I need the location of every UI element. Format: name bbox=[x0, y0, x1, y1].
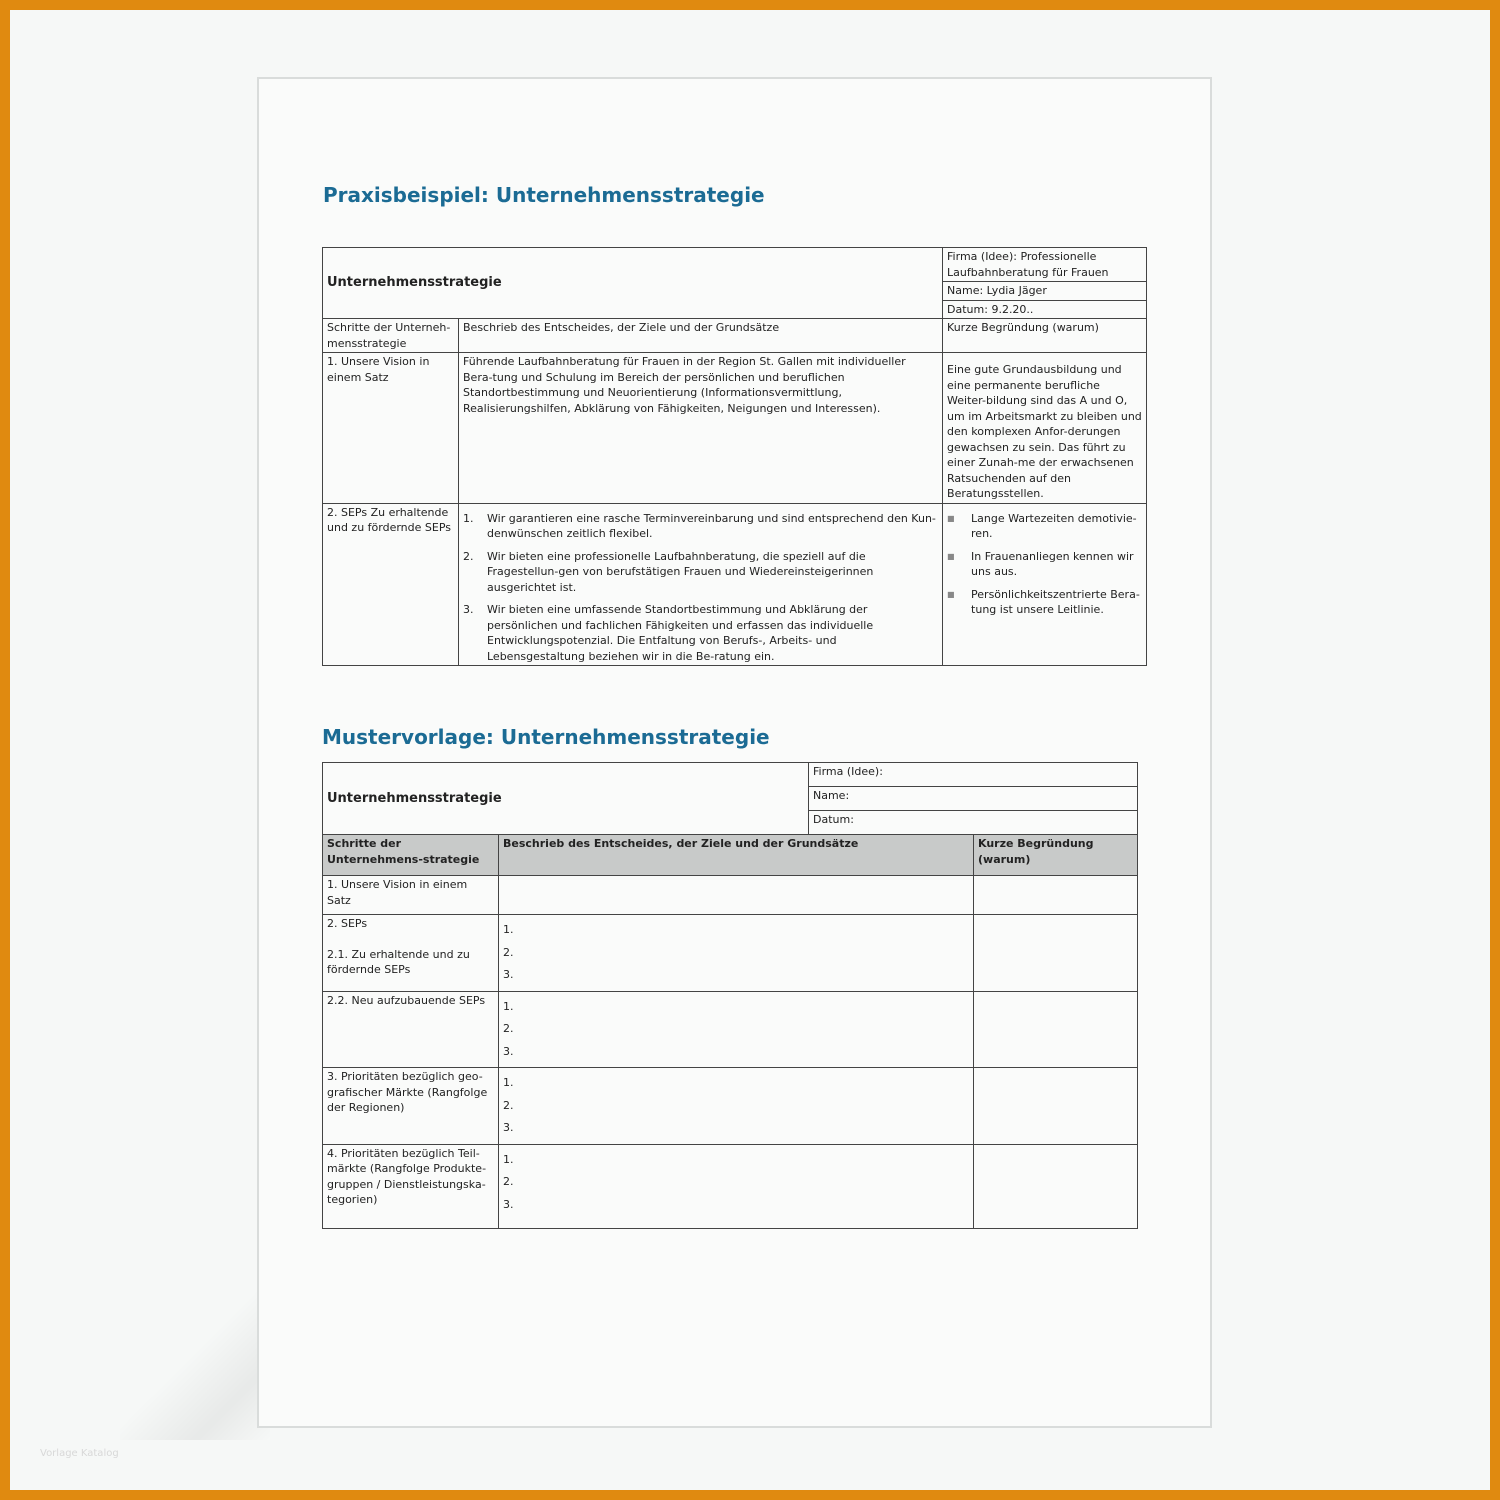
section1-heading: Praxisbeispiel: Unternehmensstrategie bbox=[323, 183, 765, 207]
example-datum: Datum: 9.2.20.. bbox=[943, 300, 1147, 319]
template-neu-reason-input[interactable] bbox=[974, 991, 1138, 1068]
template-seps-input[interactable]: 1. 2. 3. bbox=[499, 915, 974, 992]
example-header-description: Beschrieb des Entscheides, der Ziele und der Grundsätze bbox=[459, 319, 943, 353]
example-seps-description bbox=[459, 503, 943, 666]
template-table-title: Unternehmensstrategie bbox=[323, 763, 809, 835]
template-header-reason: Kurze Begründung (warum) bbox=[974, 835, 1138, 876]
template-teil-input[interactable]: 1. 2. 3. bbox=[499, 1144, 974, 1228]
page-shadow bbox=[120, 1290, 270, 1440]
template-header-description: Beschrieb des Entscheides, der Ziele und der Grundsätze bbox=[499, 835, 974, 876]
example-vision-reason: Eine gute Grundausbildung und eine permanente berufliche Weiter-bildung sind das A und O, um im Arbeitsmarkt zu bleiben und den komplexen Anfor-derungen gewachsen zu sein. Das führt zu einer Zunah-me der erwachsenen Ratsuchenden auf den Beratungsstellen. bbox=[943, 353, 1147, 504]
square-bullet-icon: ■ bbox=[947, 589, 955, 599]
template-name: Name: bbox=[809, 787, 1138, 811]
watermark: Vorlage Katalog bbox=[40, 1448, 119, 1459]
template-vision-input[interactable] bbox=[499, 876, 974, 915]
example-header-reason: Kurze Begründung (warum) bbox=[943, 319, 1147, 353]
template-seps-reason-input[interactable] bbox=[974, 915, 1138, 992]
template-geo-input[interactable]: 1. 2. 3. bbox=[499, 1068, 974, 1145]
list-item: 3. Wir bieten eine umfassende Standortbestimmung und Abklärung der persönlichen und fachlichen Fähigkeiten und erfassen das individuelle Entwicklungspotenzial. Die Entfaltung von Berufs-, Arbeits- und Lebensgestaltung beziehen wir in die Be-ratung ein. bbox=[463, 603, 874, 663]
document-page bbox=[257, 77, 1212, 1428]
square-bullet-icon: ■ bbox=[947, 551, 955, 561]
template-datum: Datum: bbox=[809, 811, 1138, 835]
section2-heading: Mustervorlage: Unternehmensstrategie bbox=[322, 725, 770, 749]
template-neu-input[interactable]: 1. 2. 3. bbox=[499, 991, 974, 1068]
list-item: ■ In Frauenanliegen kennen wir uns aus. bbox=[947, 549, 1134, 578]
template-teil-reason-input[interactable] bbox=[974, 1144, 1138, 1228]
example-header-steps: Schritte der Unterneh-mensstrategie bbox=[323, 319, 459, 353]
template-seps-label: 2. SEPs 2.1. Zu erhaltende und zu fördernde SEPs bbox=[323, 915, 499, 992]
template-teil-label: 4. Prioritäten bezüglich Teil-märkte (Rangfolge Produkte-gruppen / Dienstleistungska-tegorien) bbox=[323, 1144, 499, 1228]
template-strategy-table bbox=[322, 762, 1138, 1229]
square-bullet-icon: ■ bbox=[947, 513, 955, 523]
template-firma: Firma (Idee): bbox=[809, 763, 1138, 787]
list-item: ■ Persönlichkeitszentrierte Bera-tung ist unsere Leitlinie. bbox=[947, 587, 1140, 616]
template-geo-label: 3. Prioritäten bezüglich geo-grafischer Märkte (Rangfolge der Regionen) bbox=[323, 1068, 499, 1145]
example-name: Name: Lydia Jäger bbox=[943, 282, 1147, 301]
template-header-steps: Schritte der Unternehmens-strategie bbox=[323, 835, 499, 876]
example-seps-reasons bbox=[943, 503, 1147, 666]
example-table-title: Unternehmensstrategie bbox=[323, 248, 943, 319]
example-seps-label: 2. SEPs Zu erhaltende und zu fördernde SEPs bbox=[323, 503, 459, 666]
example-vision-description: Führende Laufbahnberatung für Frauen in der Region St. Gallen mit individueller Bera-tung und Schulung im Bereich der persönlichen und beruflichen Standortbestimmung und Neuorientierung (Informationsvermittlung, Realisierungshilfen, Abklärung von Fähigkeiten, Neigungen und Interessen). bbox=[459, 353, 943, 504]
template-vision-label: 1. Unsere Vision in einem Satz bbox=[323, 876, 499, 915]
template-neu-label: 2.2. Neu aufzubauende SEPs bbox=[323, 991, 499, 1068]
template-geo-reason-input[interactable] bbox=[974, 1068, 1138, 1145]
example-strategy-table bbox=[322, 247, 1147, 666]
template-vision-reason-input[interactable] bbox=[974, 876, 1138, 915]
list-item: 1. Wir garantieren eine rasche Terminvereinbarung und sind entsprechend den Kun-denwünschen zeitlich flexibel. bbox=[463, 511, 936, 540]
list-item: ■ Lange Wartezeiten demotivie-ren. bbox=[947, 511, 1137, 540]
list-item: 2. Wir bieten eine professionelle Laufbahnberatung, die speziell auf die Fragestellun-gen von berufstätigen Frauen und Wiedereinsteigerinnen ausgerichtet ist. bbox=[463, 549, 874, 594]
example-firma: Firma (Idee): Professionelle Laufbahnberatung für Frauen bbox=[943, 248, 1147, 282]
example-vision-label: 1. Unsere Vision in einem Satz bbox=[323, 353, 459, 504]
